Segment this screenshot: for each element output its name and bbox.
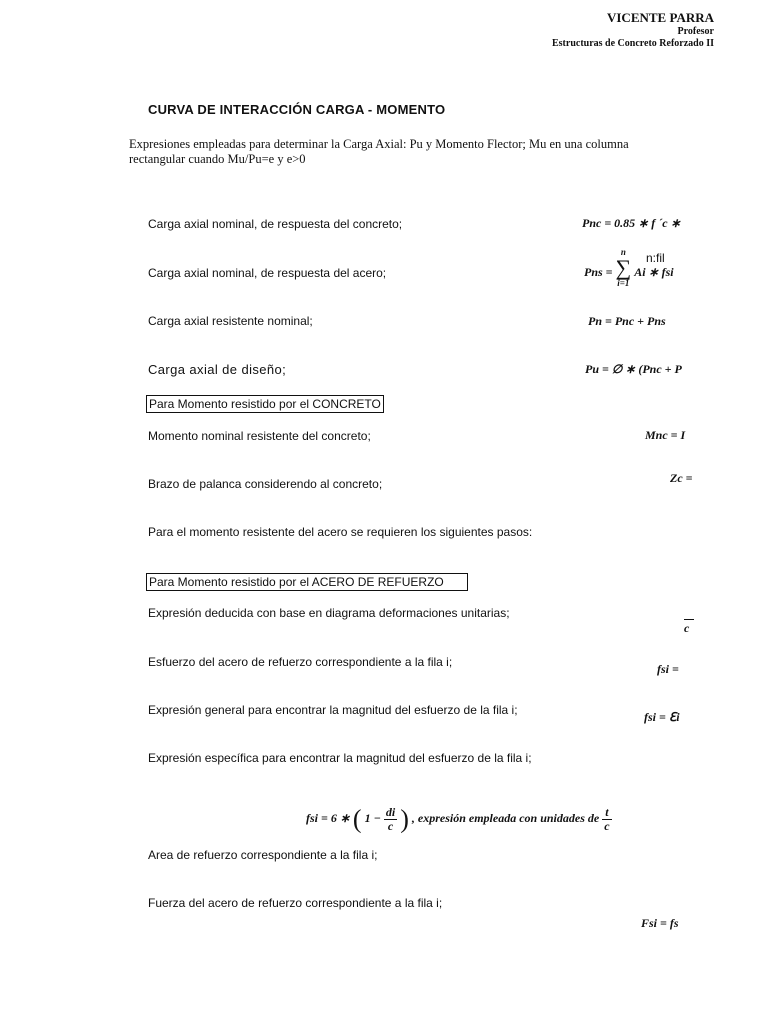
fsi-formula xyxy=(657,662,690,680)
mnc-formula xyxy=(645,428,690,446)
intro-paragraph: Expresiones empleadas para determinar la Carga Axial: Pu y Momento Flector; Mu en una columna rectangular cuando Mu/Pu=e y e>0 xyxy=(129,137,629,166)
pu-formula xyxy=(585,362,690,380)
pu-label: Carga axial de diseño; xyxy=(148,362,287,377)
strain-formula xyxy=(684,614,694,638)
zc-formula-text: Zc = xyxy=(670,471,693,485)
specific-lhs: fsi = 6 ∗ xyxy=(306,811,350,825)
author-role: Profesor xyxy=(677,26,714,37)
fsi-label: Esfuerzo del acero de refuerzo correspondiente a la fila i; xyxy=(148,655,453,669)
steel-steps-label: Para el momento resistente del acero se requieren los siguientes pasos: xyxy=(148,525,533,539)
box-steel-moment: Para Momento resistido por el ACERO DE REFUERZO xyxy=(146,573,468,591)
specific-label: Expresión específica para encontrar la magnitud del esfuerzo de la fila i; xyxy=(148,751,532,765)
pns-note xyxy=(646,251,690,267)
mnc-formula-text: Mnc = I xyxy=(645,428,686,442)
specific-denominator: c xyxy=(387,818,394,833)
specific-numerator: di xyxy=(385,804,396,819)
right-paren-icon: ) xyxy=(400,804,409,834)
sum-upper-limit: n xyxy=(620,247,626,257)
force-formula xyxy=(641,916,691,934)
strain-label: Expresión deducida con base en diagrama deformaciones unitarias; xyxy=(148,606,510,620)
strain-formula-den: c xyxy=(684,619,694,636)
summation-symbol xyxy=(616,248,632,288)
pn-formula xyxy=(588,314,690,332)
author-name: VICENTE PARRA xyxy=(606,10,714,25)
pnc-formula-text: Pnc = 0.85 ∗ f ´c ∗ xyxy=(582,216,681,230)
page-title: CURVA DE INTERACCIÓN CARGA - MOMENTO xyxy=(148,102,446,117)
pnc-formula xyxy=(582,216,690,234)
units-fraction xyxy=(602,806,611,833)
force-label: Fuerza del acero de refuerzo correspondiente a la fila i; xyxy=(148,896,443,910)
pn-formula-text: Pn = Pnc + Pns xyxy=(588,314,666,328)
box-concrete-moment: Para Momento resistido por el CONCRETO xyxy=(146,395,384,413)
general-formula xyxy=(644,710,690,728)
units-numerator: t xyxy=(602,806,611,820)
sigma-icon: ∑ xyxy=(615,255,632,280)
pns-rhs: Ai ∗ fsi xyxy=(634,264,674,279)
general-label: Expresión general para encontrar la magnitud del esfuerzo de la fila i; xyxy=(148,703,518,717)
area-label: Area de refuerzo correspondiente a la fila i; xyxy=(148,848,378,862)
pn-label: Carga axial resistente nominal; xyxy=(148,314,313,328)
fsi-formula-text: fsi = xyxy=(657,662,679,676)
specific-units-text: , expresión empleada con unidades de xyxy=(411,811,600,825)
specific-formula xyxy=(306,798,694,838)
pu-formula-text: Pu = ∅ ∗ (Pnc + P xyxy=(585,362,682,376)
pnc-label: Carga axial nominal, de respuesta del concreto; xyxy=(148,217,403,231)
di-over-c-fraction xyxy=(384,806,397,833)
mnc-label: Momento nominal resistente del concreto; xyxy=(148,429,371,443)
specific-one-minus: 1 − xyxy=(364,811,381,825)
pns-note-text: n:fil xyxy=(646,251,665,265)
left-paren-icon: ( xyxy=(352,804,362,834)
general-formula-text: fsi = ℇi xyxy=(644,710,680,724)
course-name: Estructuras de Concreto Reforzado II xyxy=(551,38,714,49)
pns-lhs: Pns = xyxy=(584,264,613,279)
pns-label: Carga axial nominal, de respuesta del acero; xyxy=(148,266,387,280)
zc-label: Brazo de palanca considerendo al concreto; xyxy=(148,477,383,491)
zc-formula xyxy=(670,471,693,489)
sum-lower-limit: i=1 xyxy=(617,278,630,288)
force-formula-text: Fsi = fs xyxy=(641,916,679,930)
units-denominator: c xyxy=(604,818,610,833)
